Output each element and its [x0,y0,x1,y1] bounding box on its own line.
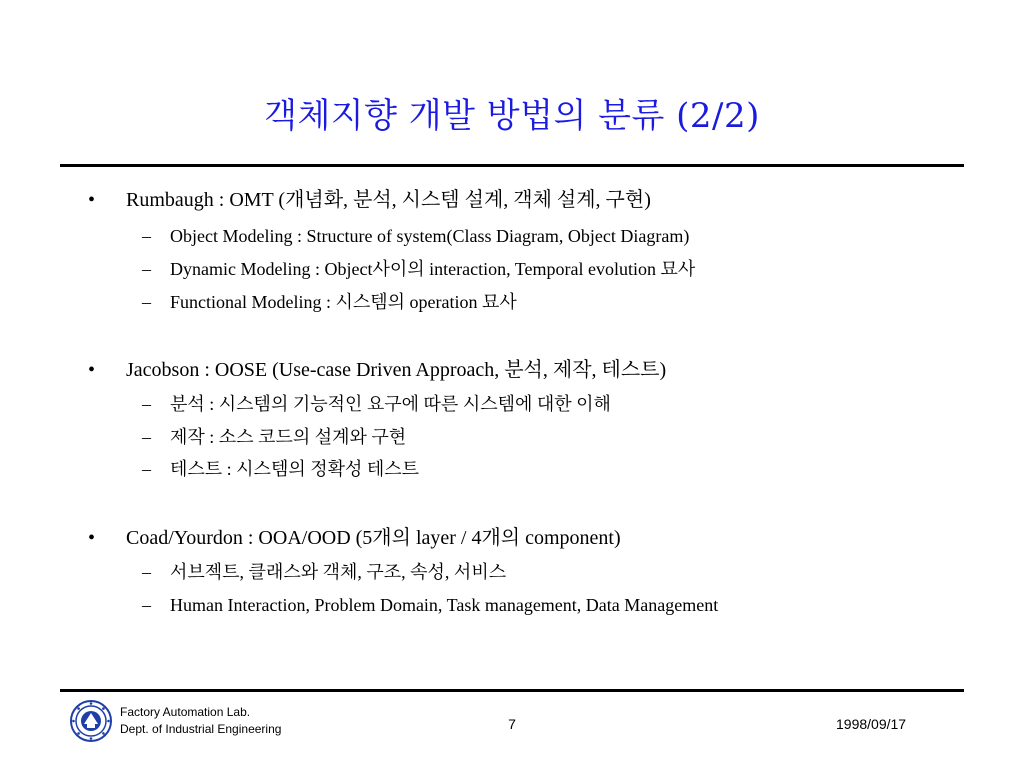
sub-text: Object Modeling : Structure of system(Class Diagram, Object Diagram) [170,226,690,246]
sub-dash: – [142,394,151,414]
bullet-dot: • [88,527,96,549]
bullet-text: Jacobson : OOSE (Use-case Driven Approach, 분석, 제작, 테스트) [126,359,667,381]
bottom-divider [60,689,964,692]
department-name: Dept. of Industrial Engineering [120,722,282,736]
sub-dash: – [142,226,151,246]
page-number: 7 [508,716,516,732]
sub-dash: – [142,259,151,279]
slide-title: 객체지향 개발 방법의 분류 (2/2) [264,96,760,136]
university-seal-icon [70,700,112,742]
sub-text: Functional Modeling : 시스템의 operation 묘사 [170,292,517,312]
sub-text: 제작 : 소스 코드의 설계와 구현 [170,427,407,447]
bullet-dot: • [88,359,96,381]
bullet-dot: • [88,189,96,211]
sub-dash: – [142,292,151,312]
bullet-text: Rumbaugh : OMT (개념화, 분석, 시스템 설계, 객체 설계, 구현) [126,189,651,211]
top-divider [60,164,964,167]
lab-name: Factory Automation Lab. [120,705,251,719]
lab-info [120,704,281,738]
sub-text: Human Interaction, Problem Domain, Task management, Data Management [170,595,719,615]
slide-date: 1998/09/17 [836,716,907,732]
bullet-text: Coad/Yourdon : OOA/OOD (5개의 layer / 4개의 component) [126,527,621,549]
sub-dash: – [142,459,151,479]
sub-text: 분석 : 시스템의 기능적인 요구에 따른 시스템에 대한 이해 [170,394,611,414]
sub-dash: – [142,562,151,582]
sub-text: Dynamic Modeling : Object사이의 interaction, Temporal evolution 묘사 [170,259,696,279]
sub-text: 서브젝트, 클래스와 객체, 구조, 속성, 서비스 [170,562,507,582]
sub-text: 테스트 : 시스템의 정확성 테스트 [170,459,420,479]
sub-dash: – [142,427,151,447]
sub-dash: – [142,595,151,615]
